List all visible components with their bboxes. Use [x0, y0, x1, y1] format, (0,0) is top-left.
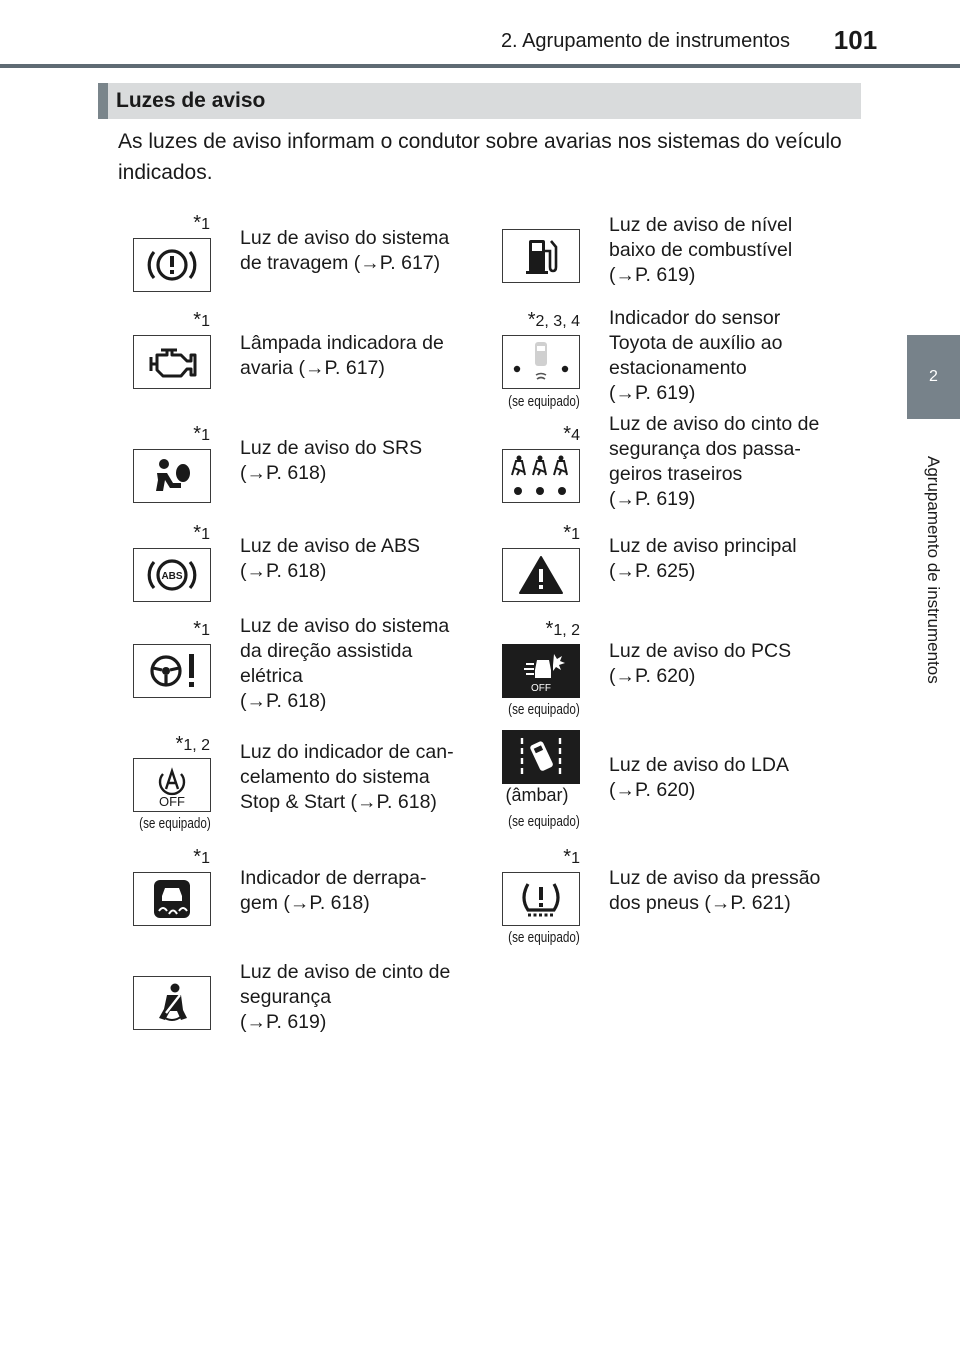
section-title: Luzes de aviso — [116, 89, 266, 112]
header-rule — [0, 64, 960, 68]
seatbelt-icon — [133, 976, 211, 1030]
srs-airbag-description: Luz de aviso do SRS (→P. 618) — [240, 437, 423, 484]
footnote-ref: *1 — [193, 522, 210, 544]
brake-warning-icon — [133, 238, 211, 292]
section-intro: As luzes de aviso informam o condutor sobre avarias nos sistemas do veículo indicados. — [118, 130, 842, 184]
chapter-side-label: Agrupamento de instrumentos — [924, 456, 943, 684]
brake-warning-description: Luz de aviso do sistema de travagem (→P. 617) — [240, 227, 450, 274]
footnote-ref: *1 — [193, 618, 210, 640]
footnote-ref: *1 — [193, 212, 210, 234]
section-heading — [98, 83, 861, 119]
check-engine-description: Lâmpada indicadora de avaria (→P. 617) — [240, 332, 444, 379]
chapter-title: 2. Agrupamento de instrumentos — [500, 30, 790, 52]
seatbelt-description: Luz de aviso de cinto de segurança (→P. 619) — [240, 961, 451, 1033]
footnote-ref: *1 — [563, 522, 580, 544]
equipped-note: (se equipado) — [508, 393, 580, 410]
footnote-ref: *1 — [193, 423, 210, 445]
parking-sensor-description: Indicador do sensor Toyota de auxílio ao estacionamento (→P. 619) — [609, 307, 783, 404]
abs-icon-label: ABS — [161, 571, 183, 582]
pcs-description: Luz de aviso do PCS (→P. 620) — [609, 640, 792, 687]
master-warning-icon — [502, 548, 580, 602]
stop-start-off-label: OFF — [159, 794, 185, 808]
check-engine-icon — [133, 335, 211, 389]
page-number: 101 — [833, 25, 878, 55]
abs-icon — [133, 548, 211, 602]
slip-indicator-description: Indicador de derrapa- gem (→P. 618) — [240, 867, 427, 914]
low-fuel-description: Luz de aviso de nível baixo de combustível (→P. 619) — [609, 214, 793, 286]
equipped-note: (se equipado) — [139, 815, 211, 832]
footnote-ref: *1, 2 — [545, 618, 580, 640]
chapter-tab — [907, 335, 960, 419]
master-warning-description: Luz de aviso principal (→P. 625) — [609, 535, 797, 582]
footnote-ref: *1 — [193, 846, 210, 868]
stop-start-off-icon — [133, 758, 211, 812]
lda-description: Luz de aviso do LDA (→P. 620) — [609, 754, 789, 801]
power-steering-description: Luz de aviso do sistema da direção assistida elétrica (→P. 618) — [240, 615, 450, 712]
rear-seatbelt-description: Luz de aviso do cinto de segurança dos passa- geiros traseiros (→P. 619) — [609, 413, 820, 510]
tire-pressure-description: Luz de aviso da pressão dos pneus (→P. 621) — [609, 867, 821, 914]
lda-color-note: (âmbar) — [505, 785, 569, 805]
power-steering-icon — [133, 644, 211, 698]
equipped-note: (se equipado) — [508, 929, 580, 946]
pcs-off-icon — [502, 644, 580, 698]
lda-icon — [502, 730, 580, 784]
footnote-ref: *1 — [193, 309, 210, 331]
slip-indicator-icon — [133, 872, 211, 926]
pcs-off-label: OFF — [531, 683, 551, 694]
rear-seatbelt-icon — [502, 449, 580, 503]
low-fuel-icon — [502, 229, 580, 283]
footnote-ref: *1, 2 — [175, 733, 210, 755]
abs-description: Luz de aviso de ABS (→P. 618) — [240, 535, 420, 582]
stop-start-description: Luz do indicador de can- celamento do sistema Stop & Start (→P. 618) — [240, 741, 454, 813]
srs-airbag-icon — [133, 449, 211, 503]
parking-sensor-icon — [502, 335, 580, 389]
footnote-ref: *1 — [563, 846, 580, 868]
chapter-tab-number: 2 — [929, 368, 938, 385]
equipped-note: (se equipado) — [508, 813, 580, 830]
footnote-ref: *2, 3, 4 — [527, 309, 580, 331]
equipped-note: (se equipado) — [508, 701, 580, 718]
tire-pressure-icon — [502, 872, 580, 926]
footnote-ref: *4 — [563, 423, 580, 445]
